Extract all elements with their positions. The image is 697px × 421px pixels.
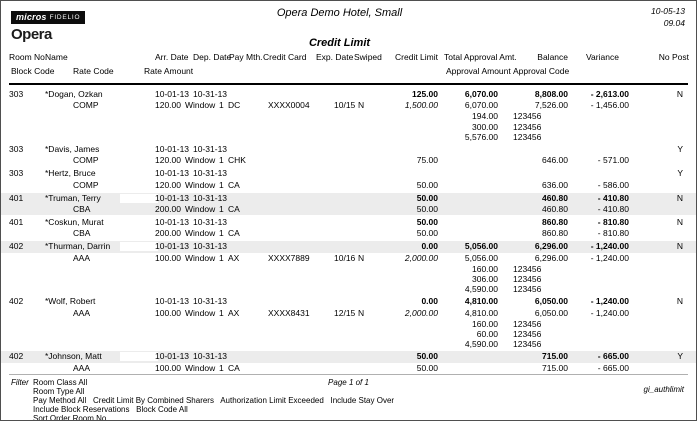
col-header-total-approval-amt: Total Approval Amt. xyxy=(444,52,517,62)
col-header-no-post: No Post xyxy=(658,52,689,62)
rate-amount-cell: 120.00 xyxy=(155,100,181,111)
rate-variance-cell: - 571.00 xyxy=(597,155,629,166)
dep-date-cell: 10-31-13 xyxy=(193,241,228,252)
filter-line: Pay Method All Credit Limit By Combined Sharers Authorization Limit Exceeded Include Stay Over xyxy=(33,396,395,405)
approval-breakdown-row xyxy=(1,339,696,349)
rate-code-cell: CBA xyxy=(73,228,91,239)
rate-amount-cell: 100.00 xyxy=(155,362,181,373)
pay-method-cell: AX xyxy=(228,307,240,318)
approval-breakdown-row xyxy=(1,111,696,121)
dep-date-cell: 10-31-13 xyxy=(193,168,228,179)
dep-date-cell: 10-31-13 xyxy=(193,296,228,307)
approval-amount-cell: 6,070.00 xyxy=(464,100,498,111)
window-label-cell: Window xyxy=(185,252,216,263)
arr-date-cell: 10-01-13 xyxy=(155,241,190,252)
filter-line: Sort Order Room No. xyxy=(33,414,109,421)
report-title: Credit Limit xyxy=(308,37,371,49)
guest-name-cell: *Coskun, Murat xyxy=(45,217,104,228)
room-no-cell: 303 xyxy=(9,168,24,179)
window-number-cell: 1 xyxy=(219,179,224,190)
guest-name-cell: *Johnson, Matt xyxy=(45,351,102,362)
col-header-variance: Variance xyxy=(586,52,619,62)
approval-amount-cell: 306.00 xyxy=(472,274,498,284)
window-label-cell: Window xyxy=(185,203,216,214)
masked-name-box xyxy=(120,194,158,203)
rate-balance-cell: 6,050.00 xyxy=(534,307,568,318)
credit-limit-cell: 50.00 xyxy=(416,351,438,362)
rate-variance-cell: - 810.80 xyxy=(597,228,629,239)
window-label-cell: Window xyxy=(185,179,216,190)
approval-amount-cell: 4,590.00 xyxy=(464,339,498,350)
approval-code-cell: 123456 xyxy=(513,284,542,295)
rate-row xyxy=(1,228,696,239)
window-number-cell: 1 xyxy=(219,155,224,166)
swiped-cell: N xyxy=(358,307,365,318)
swiped-cell: N xyxy=(358,252,365,263)
guest-name-cell: *Truman, Terry xyxy=(45,192,101,203)
rate-credit-limit-cell: 2,000.00 xyxy=(404,252,438,263)
approval-amount-cell: 160.00 xyxy=(472,263,498,274)
room-no-cell: 401 xyxy=(9,217,24,228)
arr-date-cell: 10-01-13 xyxy=(155,89,190,99)
arr-date-cell: 10-01-13 xyxy=(155,143,190,154)
filter-label: Filter xyxy=(11,378,29,387)
approval-amount-cell: 160.00 xyxy=(472,318,498,329)
rate-balance-cell: 860.80 xyxy=(542,228,568,239)
col-header-name: Name xyxy=(45,52,68,62)
no-post-cell: Y xyxy=(677,168,683,179)
rate-variance-cell: - 1,456.00 xyxy=(590,100,629,111)
rate-credit-limit-cell: 75.00 xyxy=(416,155,438,166)
window-label-cell: Window xyxy=(185,155,216,166)
window-number-cell: 1 xyxy=(219,252,224,263)
rate-code-cell: COMP xyxy=(73,100,99,111)
arr-date-cell: 10-01-13 xyxy=(155,168,190,179)
approval-amount-cell: 4,810.00 xyxy=(464,307,498,318)
rate-code-cell: AAA xyxy=(73,362,91,373)
guest-name-cell: *Dogan, Ozkan xyxy=(45,89,103,99)
col-header-exp-date: Exp. Date xyxy=(316,52,354,62)
arr-date-cell: 10-01-13 xyxy=(155,351,190,362)
room-no-cell: 402 xyxy=(9,296,24,307)
window-number-cell: 1 xyxy=(219,100,224,111)
col-header-credit-limit: Credit Limit xyxy=(395,52,438,62)
guest-main-row xyxy=(1,144,696,155)
guest-main-row xyxy=(1,89,696,100)
table-header-row-2 xyxy=(1,66,696,80)
guest-entry xyxy=(1,351,696,373)
filter-line: Room Class All xyxy=(33,378,88,387)
balance-cell: 715.00 xyxy=(542,351,568,362)
credit-card-cell: XXXX8431 xyxy=(268,307,310,318)
window-number-cell: 1 xyxy=(219,362,224,373)
no-post-cell: N xyxy=(676,241,683,252)
rate-row xyxy=(1,253,696,264)
no-post-cell: N xyxy=(676,217,683,228)
rate-credit-limit-cell: 50.00 xyxy=(416,228,438,239)
rate-credit-limit-cell: 50.00 xyxy=(416,179,438,190)
no-post-cell: Y xyxy=(677,143,683,154)
rate-credit-limit-cell: 1,500.00 xyxy=(404,100,438,111)
rate-variance-cell: - 586.00 xyxy=(597,179,629,190)
rate-code-cell: AAA xyxy=(73,307,91,318)
guest-name-cell: *Wolf, Robert xyxy=(45,296,96,307)
balance-cell: 8,808.00 xyxy=(534,89,568,99)
window-number-cell: 1 xyxy=(219,307,224,318)
variance-cell: - 810.80 xyxy=(597,217,629,228)
room-no-cell: 401 xyxy=(9,192,24,203)
rate-variance-cell: - 410.80 xyxy=(597,203,629,214)
col-header-pay-mth: Pay Mth. xyxy=(229,52,263,62)
no-post-cell: N xyxy=(676,192,683,203)
pay-method-cell: CA xyxy=(228,228,240,239)
rate-balance-cell: 7,526.00 xyxy=(534,100,568,111)
rate-amount-cell: 200.00 xyxy=(155,228,181,239)
variance-cell: - 1,240.00 xyxy=(590,241,629,252)
rate-code-cell: CBA xyxy=(73,203,91,214)
header-rule xyxy=(9,83,688,85)
rate-credit-limit-cell: 50.00 xyxy=(416,362,438,373)
credit-limit-cell: 125.00 xyxy=(412,89,438,99)
arr-date-cell: 10-01-13 xyxy=(155,217,190,228)
arr-date-cell: 10-01-13 xyxy=(155,192,190,203)
rate-code-cell: COMP xyxy=(73,179,99,190)
col-header-room-no: Room No. xyxy=(9,52,48,62)
pay-method-cell: DC xyxy=(228,100,241,111)
guest-entry xyxy=(1,193,696,215)
hotel-name: Opera Demo Hotel, Small xyxy=(276,7,403,19)
window-number-cell: 1 xyxy=(219,228,224,239)
table-header xyxy=(1,52,696,80)
rate-balance-cell: 646.00 xyxy=(542,155,568,166)
approval-breakdown-row xyxy=(1,329,696,339)
masked-name-box xyxy=(120,352,158,361)
rate-row xyxy=(1,180,696,191)
col-header-credit-card: Credit Card xyxy=(263,52,307,62)
dep-date-cell: 10-31-13 xyxy=(193,89,228,99)
rate-amount-cell: 100.00 xyxy=(155,307,181,318)
approval-breakdown-row xyxy=(1,284,696,294)
page-number: Page 1 of 1 xyxy=(328,378,369,387)
window-label-cell: Window xyxy=(185,362,216,373)
approval-code-cell: 123456 xyxy=(513,263,542,274)
balance-cell: 460.80 xyxy=(542,192,568,203)
approval-code-cell: 123456 xyxy=(513,131,542,142)
report-id: gi_authlimit xyxy=(643,385,684,394)
rate-amount-cell: 120.00 xyxy=(155,155,181,166)
credit-limit-cell: 0.00 xyxy=(421,296,438,307)
rate-credit-limit-cell: 2,000.00 xyxy=(404,307,438,318)
guest-main-row xyxy=(1,193,696,204)
approval-breakdown-row xyxy=(1,122,696,132)
pay-method-cell: AX xyxy=(228,252,240,263)
col-header-approval-amount: Approval Amount xyxy=(446,66,511,76)
guest-main-row xyxy=(1,168,696,179)
guest-entry xyxy=(1,217,696,239)
swiped-cell: N xyxy=(358,100,365,111)
guest-entry xyxy=(1,144,696,166)
micros-brand-text: micros xyxy=(16,12,47,22)
variance-cell: - 665.00 xyxy=(597,351,629,362)
guest-name-cell: *Davis, James xyxy=(45,143,100,154)
table-header-row-1 xyxy=(1,52,696,66)
approval-breakdown-row xyxy=(1,319,696,329)
approval-code-cell: 123456 xyxy=(513,274,542,284)
approval-amount-cell: 5,056.00 xyxy=(464,252,498,263)
room-no-cell: 402 xyxy=(9,351,24,362)
approval-code-cell: 123456 xyxy=(513,328,542,339)
approval-amount-cell: 194.00 xyxy=(472,111,498,122)
masked-name-box xyxy=(120,242,158,251)
no-post-cell: N xyxy=(676,89,683,99)
rate-row xyxy=(1,308,696,319)
guest-entry xyxy=(1,296,696,349)
dep-date-cell: 10-31-13 xyxy=(193,143,228,154)
no-post-cell: N xyxy=(676,296,683,307)
rate-code-cell: AAA xyxy=(73,252,91,263)
col-header-arr-date: Arr. Date xyxy=(155,52,189,62)
window-number-cell: 1 xyxy=(219,203,224,214)
balance-cell: 6,296.00 xyxy=(534,241,568,252)
credit-card-cell: XXXX0004 xyxy=(268,100,310,111)
rate-variance-cell: - 1,240.00 xyxy=(590,307,629,318)
col-header-rate-code: Rate Code xyxy=(73,66,114,76)
approval-breakdown-row xyxy=(1,274,696,284)
table-body xyxy=(1,89,696,374)
rate-code-cell: COMP xyxy=(73,155,99,166)
rate-balance-cell: 715.00 xyxy=(542,362,568,373)
balance-cell: 860.80 xyxy=(542,217,568,228)
guest-entry xyxy=(1,241,696,294)
rate-variance-cell: - 665.00 xyxy=(597,362,629,373)
guest-main-row xyxy=(1,241,696,252)
rate-amount-cell: 200.00 xyxy=(155,203,181,214)
variance-cell: - 2,613.00 xyxy=(590,89,629,99)
approval-amount-cell: 4,590.00 xyxy=(464,284,498,295)
dep-date-cell: 10-31-13 xyxy=(193,217,228,228)
rate-amount-cell: 100.00 xyxy=(155,252,181,263)
approval-code-cell: 123456 xyxy=(513,339,542,350)
guest-name-cell: *Thurman, Darrin xyxy=(45,241,111,252)
approval-code-cell: 123456 xyxy=(513,111,542,122)
credit-limit-cell: 0.00 xyxy=(421,241,438,252)
window-label-cell: Window xyxy=(185,307,216,318)
exp-date-cell: 12/15 xyxy=(334,307,356,318)
rate-row xyxy=(1,155,696,166)
no-post-cell: Y xyxy=(677,351,683,362)
total-approval-amt-cell: 5,056.00 xyxy=(464,241,498,252)
approval-breakdown-row xyxy=(1,132,696,142)
rate-balance-cell: 636.00 xyxy=(542,179,568,190)
total-approval-amt-cell: 6,070.00 xyxy=(464,89,498,99)
guest-entry xyxy=(1,89,696,142)
window-label-cell: Window xyxy=(185,100,216,111)
rate-balance-cell: 6,296.00 xyxy=(534,252,568,263)
room-no-cell: 303 xyxy=(9,89,24,99)
rate-row xyxy=(1,100,696,111)
pay-method-cell: CA xyxy=(228,203,240,214)
approval-amount-cell: 60.00 xyxy=(476,328,498,339)
pay-method-cell: CA xyxy=(228,179,240,190)
approval-code-cell: 123456 xyxy=(513,121,542,132)
guest-main-row xyxy=(1,217,696,228)
credit-limit-cell: 50.00 xyxy=(416,192,438,203)
exp-date-cell: 10/15 xyxy=(334,100,356,111)
approval-amount-cell: 300.00 xyxy=(472,121,498,132)
credit-card-cell: XXXX7889 xyxy=(268,252,310,263)
rate-row xyxy=(1,204,696,215)
room-no-cell: 402 xyxy=(9,241,24,252)
guest-name-cell: *Hertz, Bruce xyxy=(45,168,96,179)
credit-limit-cell: 50.00 xyxy=(416,217,438,228)
rate-balance-cell: 460.80 xyxy=(542,203,568,214)
arr-date-cell: 10-01-13 xyxy=(155,296,190,307)
guest-main-row xyxy=(1,296,696,307)
col-header-rate-amount: Rate Amount xyxy=(144,66,194,76)
exp-date-cell: 10/16 xyxy=(334,252,356,263)
approval-amount-cell: 5,576.00 xyxy=(464,131,498,142)
filter-line: Include Block Reservations Block Code All xyxy=(33,405,188,414)
dep-date-cell: 10-31-13 xyxy=(193,351,228,362)
fidelio-brand-text: FIDELIO xyxy=(49,13,81,21)
total-approval-amt-cell: 4,810.00 xyxy=(464,296,498,307)
dep-date-cell: 10-31-13 xyxy=(193,192,228,203)
col-header-approval-code: Approval Code xyxy=(513,66,570,76)
window-label-cell: Window xyxy=(185,228,216,239)
rate-variance-cell: - 1,240.00 xyxy=(590,252,629,263)
col-header-dep-date: Dep. Date xyxy=(193,52,232,62)
filter-line: Room Type All xyxy=(33,387,85,396)
approval-code-cell: 123456 xyxy=(513,318,542,329)
rate-amount-cell: 120.00 xyxy=(155,179,181,190)
opera-logo-text: Opera xyxy=(11,26,52,43)
footer-rule xyxy=(9,374,688,375)
variance-cell: - 410.80 xyxy=(597,192,629,203)
variance-cell: - 1,240.00 xyxy=(590,296,629,307)
pay-method-cell: CHK xyxy=(228,155,246,166)
col-header-swiped: Swiped xyxy=(354,52,382,62)
approval-breakdown-row xyxy=(1,264,696,274)
col-header-balance: Balance xyxy=(537,52,568,62)
rate-credit-limit-cell: 50.00 xyxy=(416,203,438,214)
report-time: 09.04 xyxy=(663,18,685,28)
rate-row xyxy=(1,363,696,374)
pay-method-cell: CA xyxy=(228,362,240,373)
guest-entry xyxy=(1,168,696,190)
room-no-cell: 303 xyxy=(9,143,24,154)
guest-main-row xyxy=(1,351,696,362)
report-date: 10-05-13 xyxy=(650,6,685,16)
col-header-block-code: Block Code xyxy=(11,66,55,76)
balance-cell: 6,050.00 xyxy=(534,296,568,307)
